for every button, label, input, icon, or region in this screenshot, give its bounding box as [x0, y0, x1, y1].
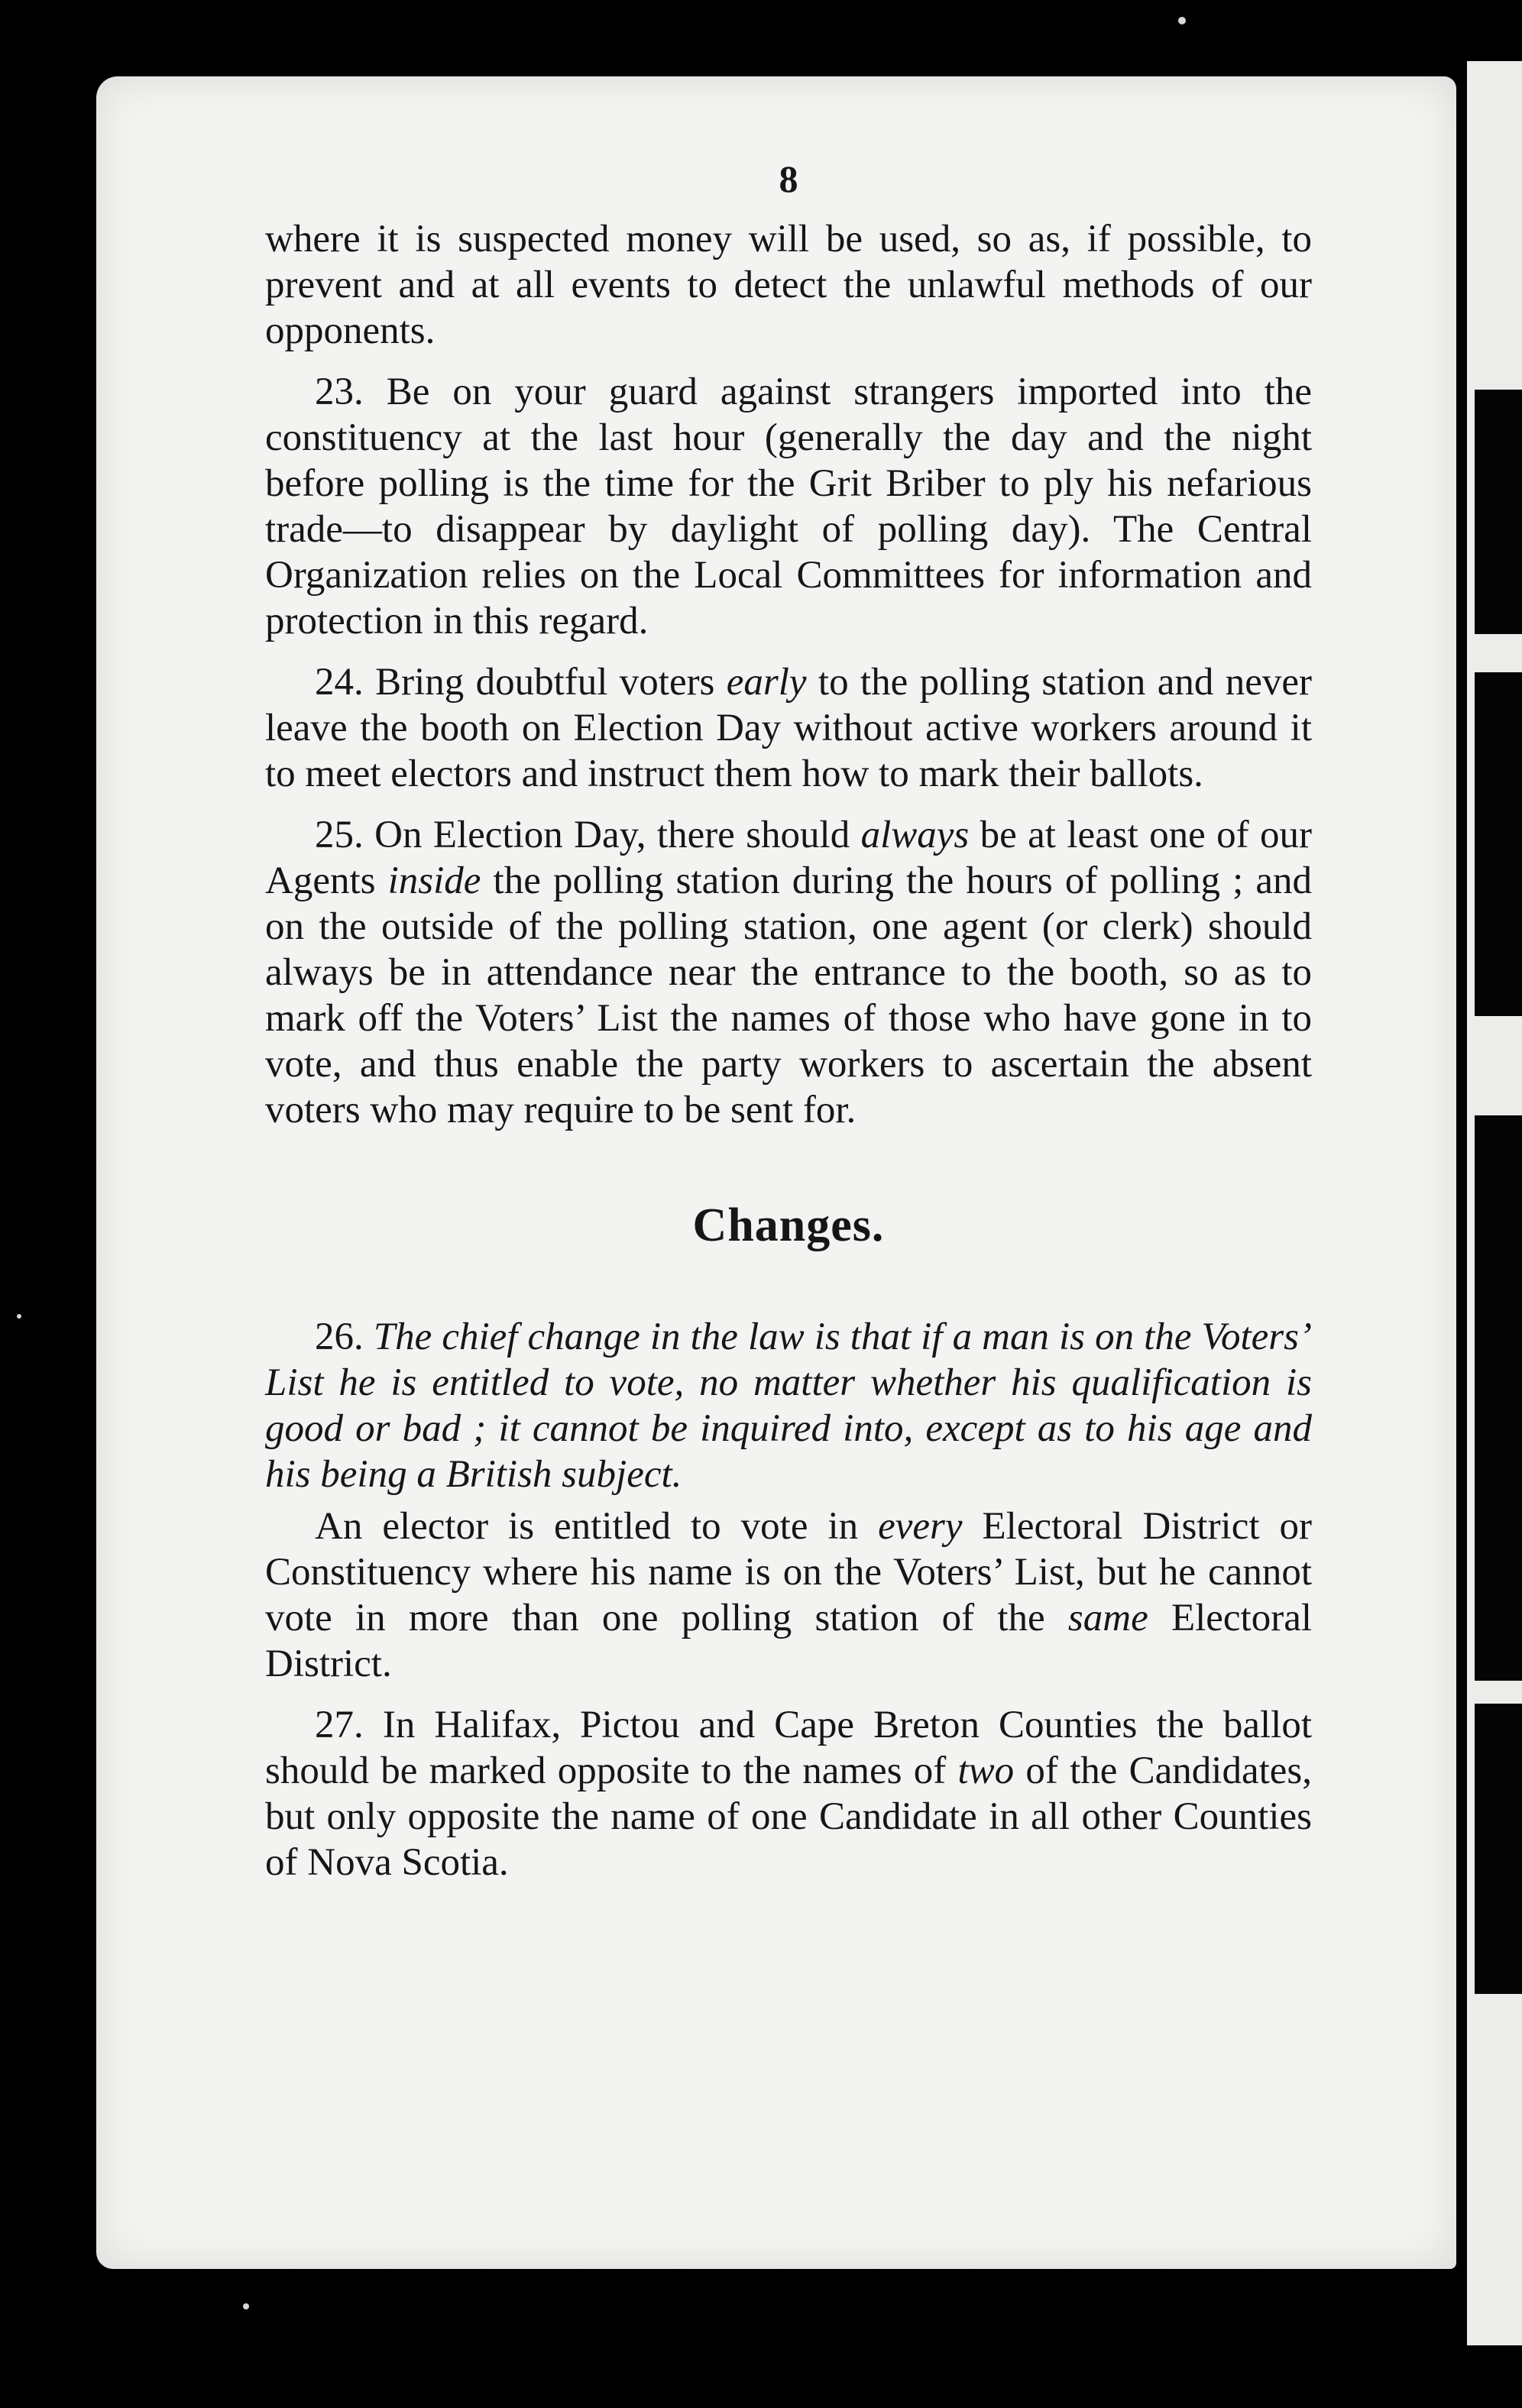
dust-speck — [243, 2303, 249, 2309]
paragraph — [265, 216, 1312, 354]
italic-text: inside — [387, 859, 481, 902]
text-run: to the polling station and never leave the booth on Election Day without active workers around it to meet electors and instruct them how to mark their ballots. — [265, 661, 1312, 795]
paragraph — [265, 1702, 1312, 1885]
italic-text: two — [957, 1749, 1015, 1792]
paragraph — [265, 369, 1312, 644]
text-run: 25. On Election Day, there should — [315, 814, 861, 856]
text-run: An elector is entitled to vote in — [315, 1505, 879, 1548]
paragraph — [265, 659, 1312, 797]
edge-shadow — [1475, 1704, 1522, 1994]
paragraph — [265, 1314, 1312, 1497]
paragraphs-after-heading — [265, 1314, 1312, 1885]
italic-text: every — [878, 1505, 963, 1548]
dust-speck — [17, 1314, 21, 1319]
dust-speck — [1178, 17, 1186, 24]
section-heading: Changes. — [692, 1199, 885, 1251]
paragraphs-before-heading — [265, 216, 1312, 1133]
page-number: 8 — [779, 157, 798, 200]
adjacent-page-edge — [1467, 61, 1522, 2345]
italic-text: early — [726, 661, 807, 704]
italic-text: always — [860, 814, 970, 856]
italic-text: The chief change in the law is that if a man is on the Voters’ List he is entitled to vote, no matter whether his qualification is good or bad ; it cannot be inquired into, except as to his age and his being a British subject. — [265, 1316, 1312, 1496]
text-run: where it is suspected money will be used, so as, if possible, to prevent and at all events to detect the unlawful methods of our opponents. — [265, 218, 1312, 352]
text-run: 23. Be on your guard against strangers imported into the constituency at the last hour (generally the day and the night before polling is the time for the Grit Briber to ply his nefarious trade—to disappear by daylight of polling day). The Central Organization relies on the Local Committees for information and protection in this regard. — [265, 371, 1312, 642]
paragraph — [265, 1503, 1312, 1687]
text-run: Electoral District. — [265, 1597, 1312, 1685]
text-run: be at least one of our Agents — [265, 814, 1312, 902]
text-run: the polling station during the hours of polling ; and on the outside of the polling station, one agent (or clerk) should always be in attendance near the entrance to the booth, so as to mark off the Voters’ List the names of those who have gone in to vote, and thus enable the party workers to ascertain the absent voters who may require to be sent for. — [265, 859, 1312, 1131]
text-run: 24. Bring doubtful voters — [315, 661, 727, 704]
paragraph — [265, 812, 1312, 1133]
text-run: 26. — [315, 1316, 374, 1358]
edge-shadow — [1475, 390, 1522, 634]
italic-text: same — [1067, 1597, 1148, 1639]
text-run: 27. In Halifax, Pictou and Cape Breton Counties the ballot should be marked opposite to the names of — [265, 1704, 1312, 1792]
edge-shadow — [1475, 672, 1522, 1016]
edge-shadow — [1475, 1115, 1522, 1681]
text-run: Electoral District or Constituency where his name is on the Voters’ List, but he cannot vote in more than one polling station of the — [265, 1505, 1312, 1639]
page-text — [265, 157, 1312, 1901]
text-run: of the Candidates, but only opposite the name of one Candidate in all other Counties of Nova Scotia. — [265, 1749, 1312, 1884]
